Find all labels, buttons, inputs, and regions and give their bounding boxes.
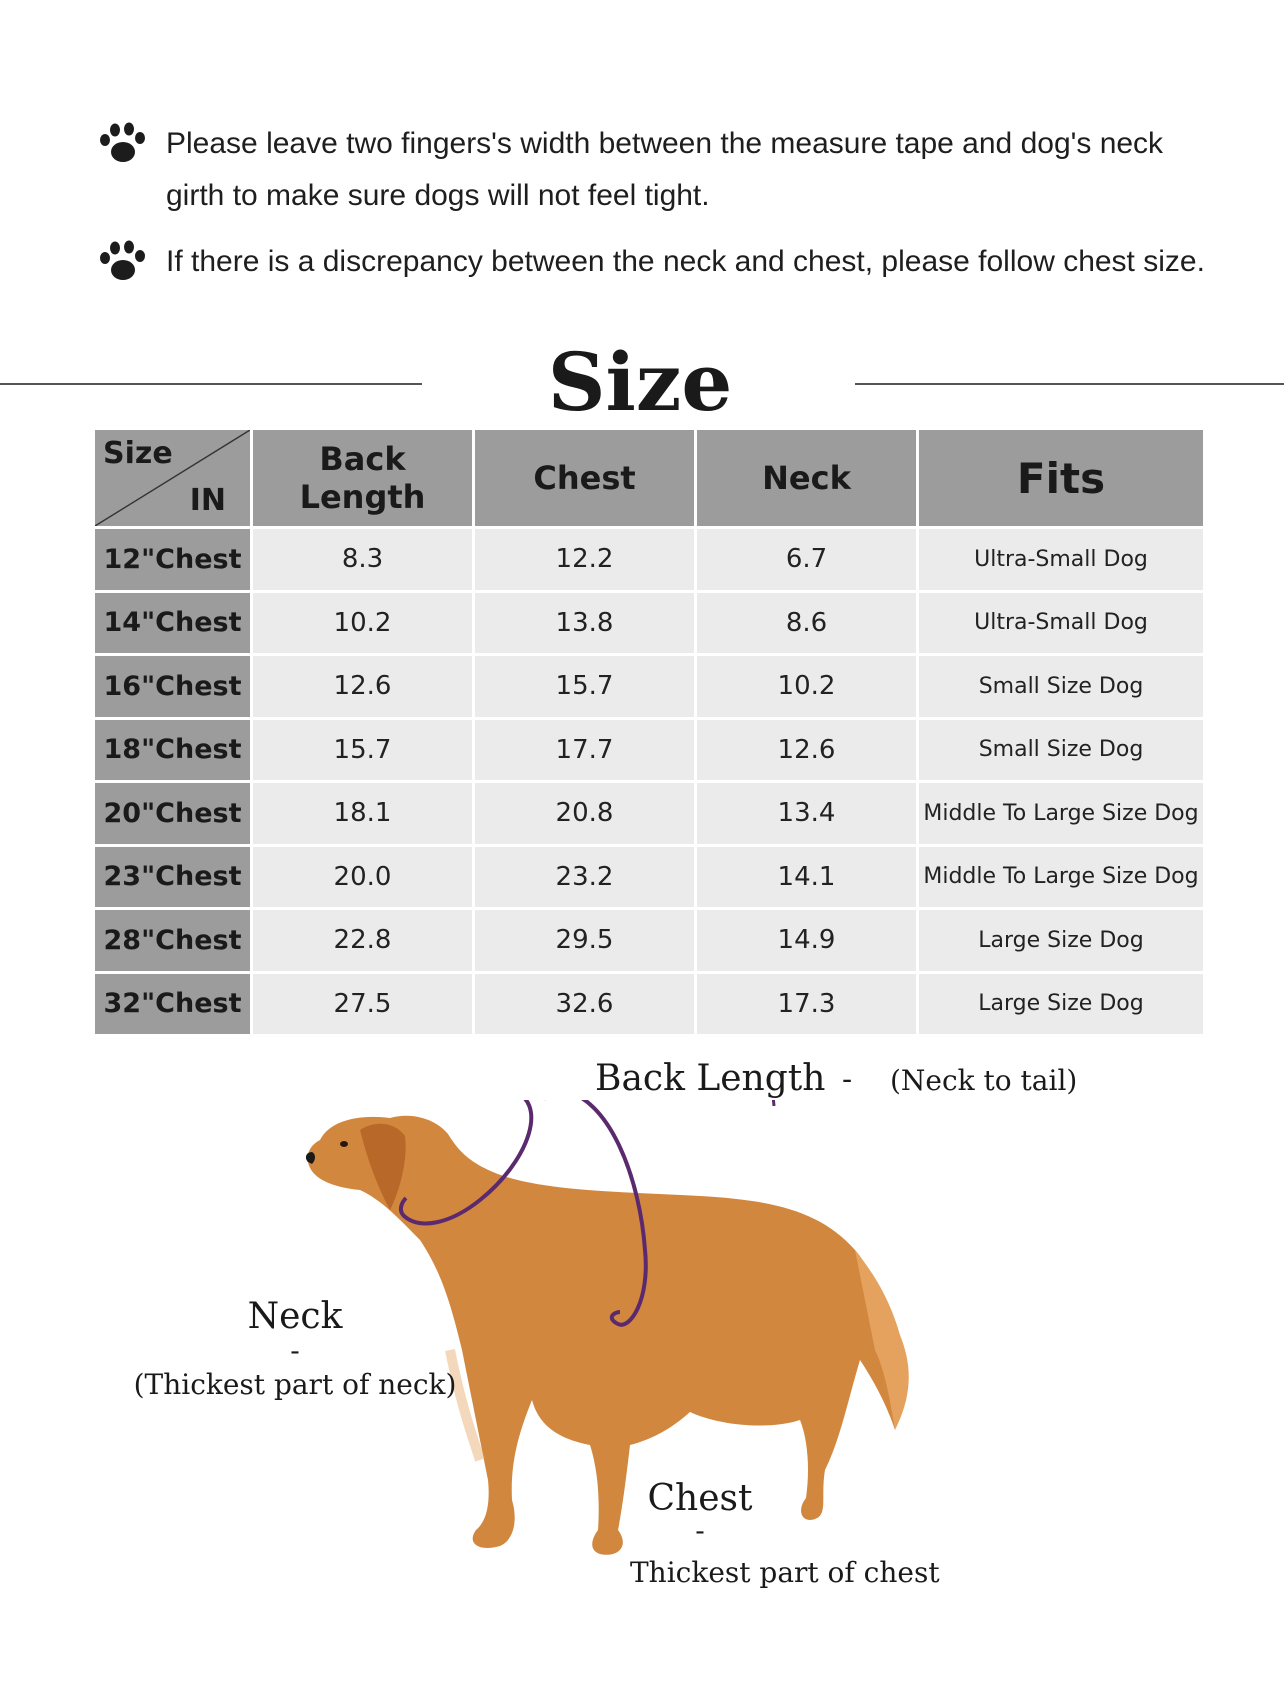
neck-cell: 12.6: [696, 718, 918, 782]
chest-cell: 32.6: [474, 972, 696, 1036]
back-length-cell: 20.0: [252, 845, 474, 909]
table-row: [94, 782, 1205, 846]
header-neck: Neck: [696, 429, 918, 528]
back-length-cell: 22.8: [252, 909, 474, 973]
neck-cell: 13.4: [696, 782, 918, 846]
back-length-cell: 12.6: [252, 655, 474, 719]
dog-illustration: [306, 1116, 909, 1555]
chest-cell: 17.7: [474, 718, 696, 782]
chest-cell: 20.8: [474, 782, 696, 846]
back-length-cell: 18.1: [252, 782, 474, 846]
neck-desc: (Thickest part of neck): [133, 1368, 457, 1401]
table-row: [94, 591, 1205, 655]
size-cell: 16"Chest: [94, 655, 252, 719]
back-length-cell: 10.2: [252, 591, 474, 655]
fits-cell: Large Size Dog: [918, 909, 1205, 973]
chest-cell: 23.2: [474, 845, 696, 909]
size-cell: 23"Chest: [94, 845, 252, 909]
back-length-cell: 8.3: [252, 528, 474, 592]
size-cell: 12"Chest: [94, 528, 252, 592]
table-row: [94, 528, 1205, 592]
table-row: [94, 655, 1205, 719]
chest-cell: 13.8: [474, 591, 696, 655]
corner-header: [94, 429, 252, 528]
chest-cell: 15.7: [474, 655, 696, 719]
neck-cell: 6.7: [696, 528, 918, 592]
chest-cell: 12.2: [474, 528, 696, 592]
size-cell: 28"Chest: [94, 909, 252, 973]
chest-dash: -: [695, 1514, 705, 1547]
table-row: [94, 972, 1205, 1036]
note-1: [96, 118, 1226, 228]
table-row: [94, 909, 1205, 973]
chest-cell: 29.5: [474, 909, 696, 973]
header-fits: Fits: [918, 429, 1205, 528]
divider-right: [855, 383, 1284, 385]
fits-cell: Small Size Dog: [918, 655, 1205, 719]
back-length-cell: 27.5: [252, 972, 474, 1036]
neck-cell: 8.6: [696, 591, 918, 655]
corner-unit-label: IN: [189, 483, 226, 518]
fits-cell: Large Size Dog: [918, 972, 1205, 1036]
size-table: [92, 427, 1206, 1037]
size-cell: 14"Chest: [94, 591, 252, 655]
note-text: Please leave two fingers's width between the measure tape and dog's neck girth to make sure dogs will not feel tight.: [166, 127, 1164, 212]
note-text: If there is a discrepancy between the neck and chest, please follow chest size.: [166, 245, 1205, 278]
header-back-length: Back Length: [252, 429, 474, 528]
neck-cell: 17.3: [696, 972, 918, 1036]
paw-icon: [96, 118, 148, 170]
neck-cell: 14.9: [696, 909, 918, 973]
back-length-label: Back Length: [595, 1058, 826, 1099]
chest-desc: Thickest part of chest: [630, 1556, 940, 1589]
paw-icon: [96, 236, 148, 288]
back-length-cell: 15.7: [252, 718, 474, 782]
fits-cell: Ultra-Small Dog: [918, 528, 1205, 592]
fits-cell: Middle To Large Size Dog: [918, 782, 1205, 846]
neck-label: Neck: [247, 1296, 343, 1337]
page-title: Size: [547, 335, 733, 429]
fits-cell: Ultra-Small Dog: [918, 591, 1205, 655]
chest-label: Chest: [647, 1478, 753, 1519]
fits-cell: Middle To Large Size Dog: [918, 845, 1205, 909]
size-cell: 18"Chest: [94, 718, 252, 782]
size-cell: 20"Chest: [94, 782, 252, 846]
back-length-dash: -: [842, 1062, 853, 1097]
neck-dash: -: [290, 1334, 300, 1367]
fits-cell: Small Size Dog: [918, 718, 1205, 782]
neck-cell: 10.2: [696, 655, 918, 719]
divider-left: [0, 383, 422, 385]
table-header-row: [94, 429, 1205, 528]
note-2: [96, 236, 1226, 346]
neck-cell: 14.1: [696, 845, 918, 909]
table-row: [94, 845, 1205, 909]
table-row: [94, 718, 1205, 782]
corner-size-label: Size: [103, 436, 173, 471]
back-length-end-mark: [768, 1100, 774, 1106]
size-cell: 32"Chest: [94, 972, 252, 1036]
header-chest: Chest: [474, 429, 696, 528]
back-length-desc: (Neck to tail): [890, 1064, 1078, 1097]
